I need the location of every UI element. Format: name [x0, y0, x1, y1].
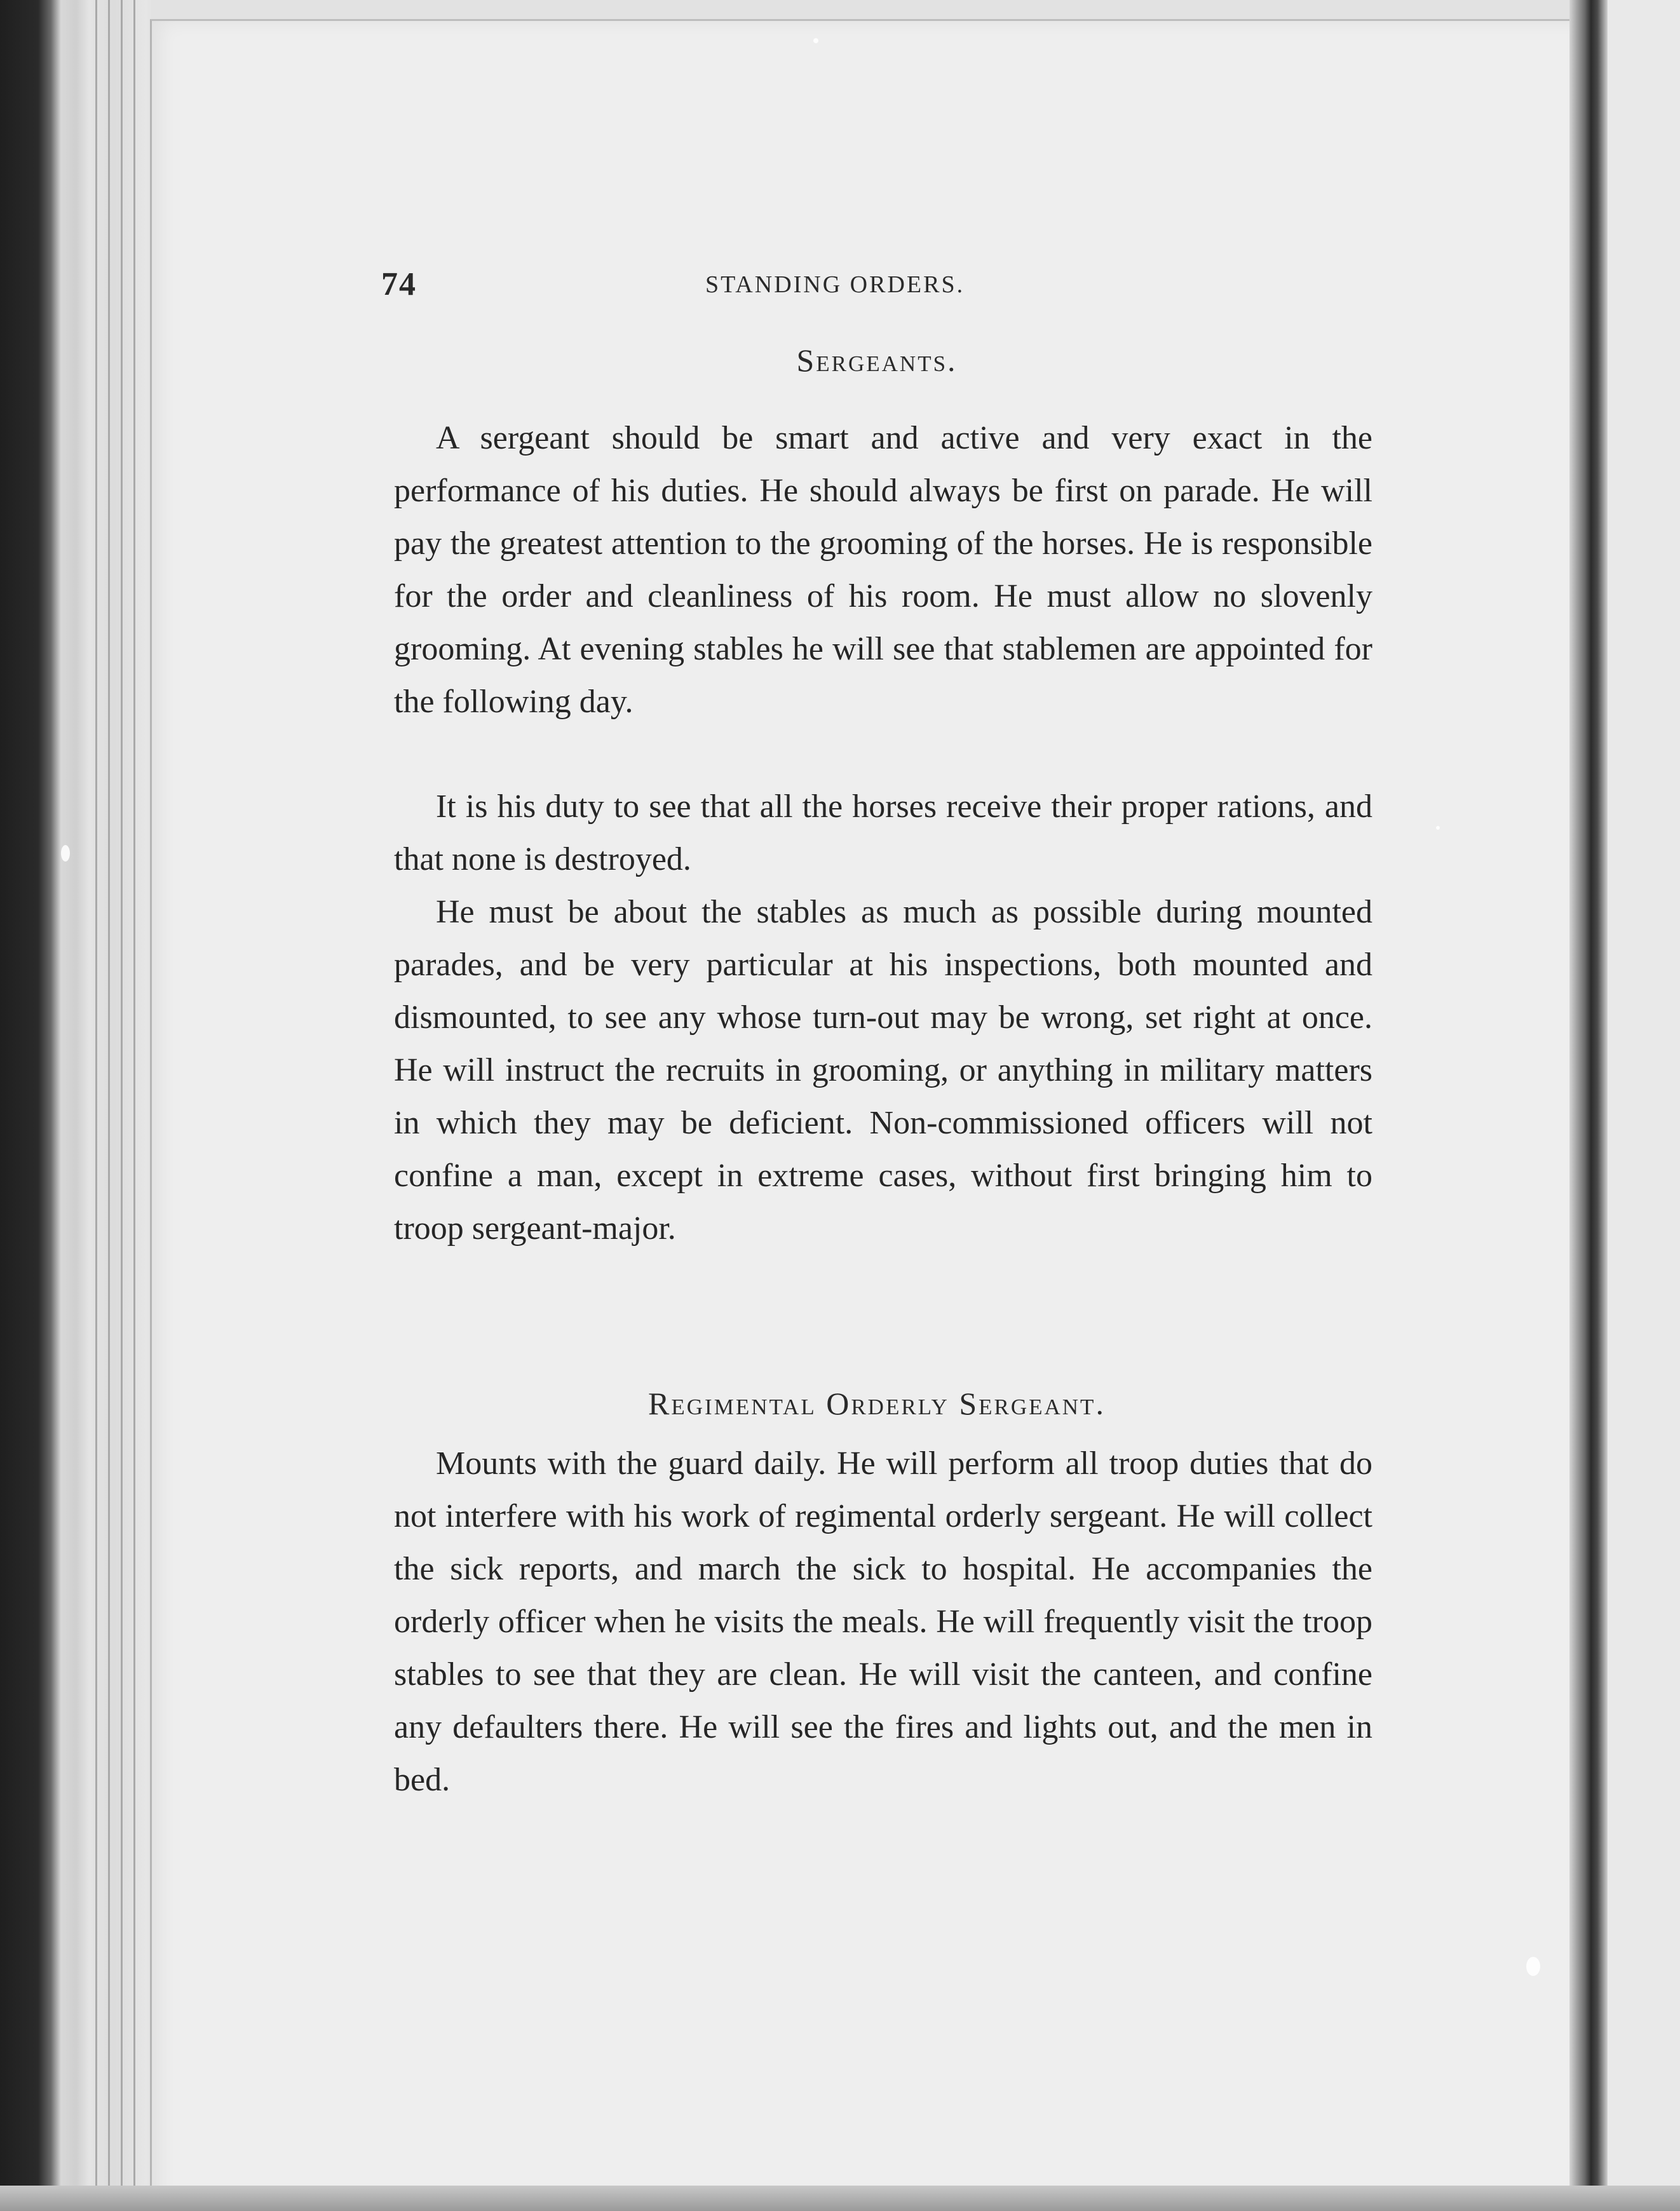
book-gutter [1569, 0, 1608, 2211]
paragraph-horse-rations: It is his duty to see that all the horses receive their proper rations, and that none is destroyed. [394, 788, 1372, 877]
paragraph-sergeant-duties: A sergeant should be smart and active and very exact in the performance of his duties. He should always be first on parade. He will pay the greatest attention to the grooming of the horses. He is responsible for the order and cleanliness of his room. He must allow no slovenly grooming. At evening stables he will see that stablemen are appointed for the following day. [394, 420, 1372, 720]
dust-speck [61, 845, 70, 862]
page-edge [133, 0, 135, 2211]
dust-speck [813, 38, 818, 43]
page-number: 74 [381, 266, 417, 302]
page-edge [121, 0, 123, 2211]
bottom-margin-shadow [0, 2186, 1680, 2211]
facing-page-edge [1608, 0, 1680, 2211]
page-edge [95, 0, 97, 2211]
dust-speck [1436, 826, 1440, 830]
page-edge [108, 0, 110, 2211]
section-heading-regimental-orderly-sergeant: Regimental Orderly Sergeant. [648, 1386, 1106, 1421]
paragraph-stables-inspections: He must be about the stables as much as possible during mounted parades, and be very particular at his inspections, both mounted and dismounted, to see any whose turn-out may be wrong, set right at once. He will instruct the recruits in grooming, or anything in military matters in which they may be deficient. Non-commissioned officers will not confine a man, except in extreme cases, without first bringing him to troop sergeant-major. [394, 894, 1372, 1247]
running-title: STANDING ORDERS. [705, 271, 965, 298]
paragraph-orderly-sergeant-duties: Mounts with the guard daily. He will perform all troop duties that do not interfere with his work of regimental orderly sergeant. He will collect the sick reports, and march the sick to hospital. He accompanies the orderly officer when he visits the meals. He will frequently visit the troop stables to see that they are clean. He will visit the canteen, and confine any defaulters there. He will see the fires and lights out, and the men in bed. [394, 1445, 1372, 1798]
running-head [381, 266, 1372, 304]
section-heading-sergeants: Sergeants. [796, 342, 958, 378]
dust-speck [1526, 1957, 1540, 1976]
